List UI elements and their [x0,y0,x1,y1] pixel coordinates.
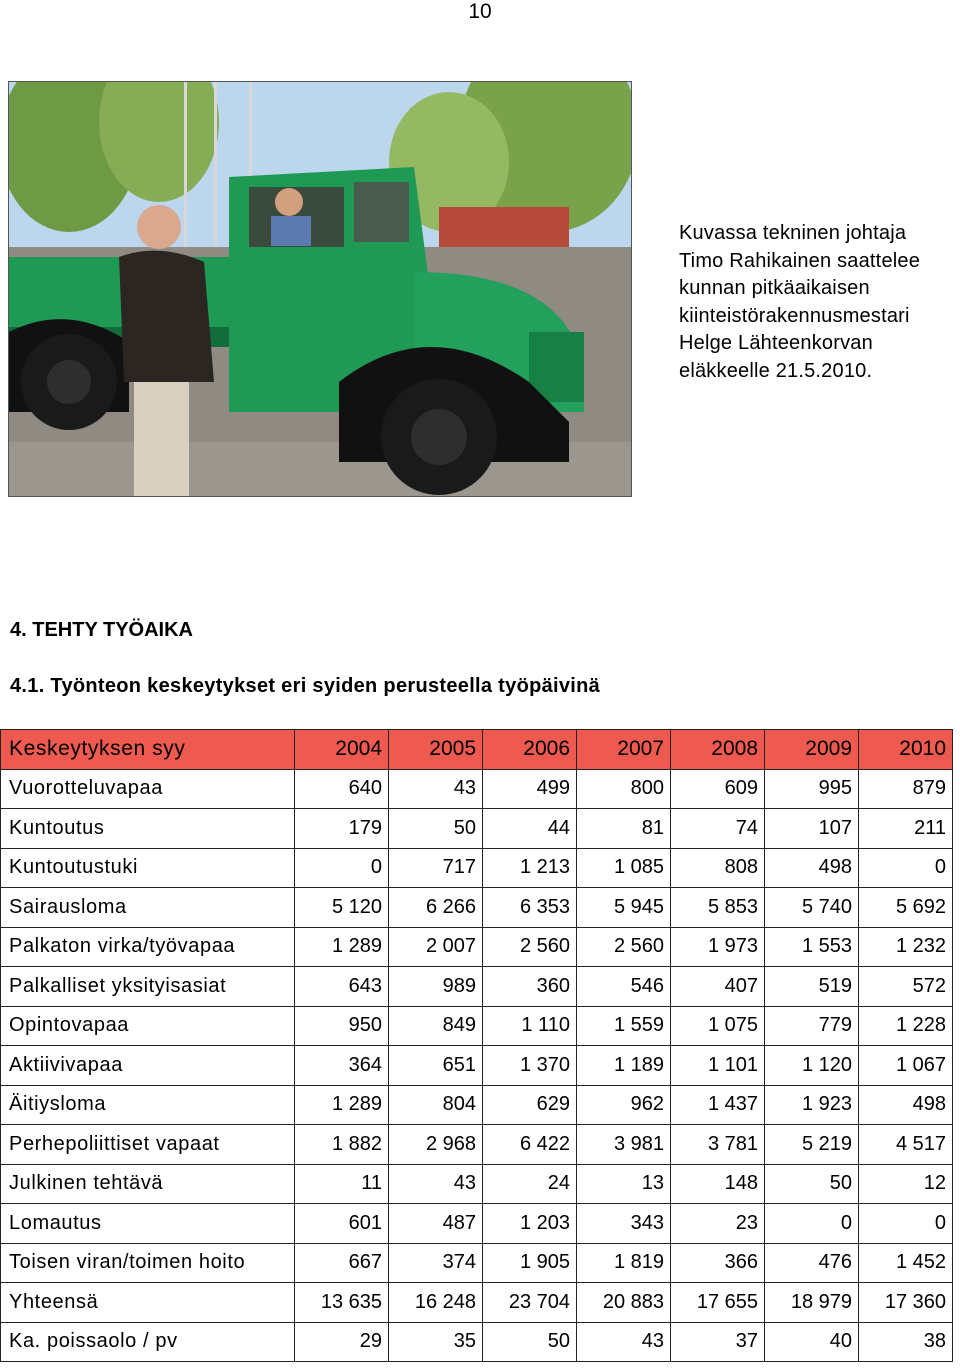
table-cell: 3 981 [577,1125,671,1165]
table-cell: 1 905 [483,1243,577,1283]
row-label: Opintovapaa [1,1006,295,1046]
table-cell: 1 075 [671,1006,765,1046]
table-cell: 1 289 [295,927,389,967]
row-label: Palkaton virka/työvapaa [1,927,295,967]
table-cell: 1 923 [765,1085,859,1125]
table-cell: 1 973 [671,927,765,967]
table-cell: 0 [295,848,389,888]
table-cell: 643 [295,967,389,1007]
table-cell: 43 [389,769,483,809]
row-label: Palkalliset yksityisasiat [1,967,295,1007]
table-cell: 5 120 [295,888,389,928]
column-header: 2008 [671,730,765,770]
table-cell: 5 853 [671,888,765,928]
table-cell: 546 [577,967,671,1007]
table-cell: 50 [483,1322,577,1362]
table-header-row [1,730,953,770]
table-cell: 11 [295,1164,389,1204]
table-cell: 1 203 [483,1204,577,1244]
table-cell: 5 219 [765,1125,859,1165]
table-cell: 1 370 [483,1046,577,1086]
table-cell: 24 [483,1164,577,1204]
table-cell: 804 [389,1085,483,1125]
table-cell: 43 [577,1322,671,1362]
table-cell: 995 [765,769,859,809]
caption-line: Timo Rahikainen saattelee [679,249,921,272]
table-cell: 40 [765,1322,859,1362]
table-cell: 1 213 [483,848,577,888]
caption-line: Kuvassa tekninen johtaja [679,222,907,244]
table-cell: 667 [295,1243,389,1283]
table-row [1,967,953,1007]
column-header: 2006 [483,730,577,770]
table-cell: 407 [671,967,765,1007]
row-label: Toisen viran/toimen hoito [1,1243,295,1283]
row-label: Äitiysloma [1,1085,295,1125]
table-cell: 23 704 [483,1283,577,1323]
table-row [1,1125,953,1165]
table-cell: 1 228 [859,1006,953,1046]
table-cell: 1 110 [483,1006,577,1046]
table-cell: 364 [295,1046,389,1086]
table-cell: 1 882 [295,1125,389,1165]
table-cell: 499 [483,769,577,809]
table-cell: 1 120 [765,1046,859,1086]
column-header: Keskeytyksen syy [1,730,295,770]
subsection-heading: 4.1. Työnteon keskeytykset eri syiden perusteella työpäivinä [10,675,601,697]
table-cell: 2 968 [389,1125,483,1165]
table-cell: 1 189 [577,1046,671,1086]
table-row [1,927,953,967]
table-cell: 950 [295,1006,389,1046]
row-label: Kuntoutustuki [1,848,295,888]
table-cell: 0 [859,1204,953,1244]
caption-line: Helge Lähteenkorvan [679,332,873,354]
table-cell: 487 [389,1204,483,1244]
table-cell: 5 740 [765,888,859,928]
table-row [1,1046,953,1086]
table-cell: 1 553 [765,927,859,967]
table-cell: 18 979 [765,1283,859,1323]
row-label: Sairausloma [1,888,295,928]
page-number: 10 [468,0,492,23]
table-cell: 572 [859,967,953,1007]
table-cell: 1 819 [577,1243,671,1283]
table-cell: 800 [577,769,671,809]
table-cell: 17 655 [671,1283,765,1323]
section-heading: 4. TEHTY TYÖAIKA [10,619,193,641]
table-cell: 1 289 [295,1085,389,1125]
table-row [1,1322,953,1362]
absence-table [0,729,953,1362]
table-cell: 38 [859,1322,953,1362]
table-cell: 498 [765,848,859,888]
row-label: Aktiivivapaa [1,1046,295,1086]
table-cell: 1 559 [577,1006,671,1046]
column-header: 2010 [859,730,953,770]
table-body [1,769,953,1362]
table-cell: 2 007 [389,927,483,967]
table-cell: 16 248 [389,1283,483,1323]
table-cell: 35 [389,1322,483,1362]
table-row [1,1085,953,1125]
table-cell: 779 [765,1006,859,1046]
column-header: 2007 [577,730,671,770]
table-cell: 1 452 [859,1243,953,1283]
table-cell: 5 692 [859,888,953,928]
table-row [1,1006,953,1046]
table-cell: 0 [765,1204,859,1244]
table-cell: 609 [671,769,765,809]
table-cell: 44 [483,809,577,849]
photo-caption [679,220,960,385]
table-cell: 360 [483,967,577,1007]
table-cell: 476 [765,1243,859,1283]
row-label: Vuorotteluvapaa [1,769,295,809]
table-cell: 43 [389,1164,483,1204]
table-cell: 29 [295,1322,389,1362]
table-cell: 989 [389,967,483,1007]
table-cell: 498 [859,1085,953,1125]
table-cell: 849 [389,1006,483,1046]
table-cell: 17 360 [859,1283,953,1323]
table-cell: 962 [577,1085,671,1125]
table-row [1,1164,953,1204]
table-cell: 23 [671,1204,765,1244]
table-cell: 13 635 [295,1283,389,1323]
table-cell: 629 [483,1085,577,1125]
table-cell: 601 [295,1204,389,1244]
table-cell: 366 [671,1243,765,1283]
table-cell: 879 [859,769,953,809]
table-cell: 519 [765,967,859,1007]
table-cell: 148 [671,1164,765,1204]
table-cell: 1 101 [671,1046,765,1086]
caption-line: kiinteistörakennusmestari [679,304,910,327]
row-label: Lomautus [1,1204,295,1244]
table-cell: 2 560 [577,927,671,967]
table-cell: 0 [859,848,953,888]
row-label: Ka. poissaolo / pv [1,1322,295,1362]
table-cell: 74 [671,809,765,849]
table-cell: 81 [577,809,671,849]
row-label: Julkinen tehtävä [1,1164,295,1204]
row-label: Perhepoliittiset vapaat [1,1125,295,1165]
table-cell: 640 [295,769,389,809]
table-cell: 1 085 [577,848,671,888]
table-cell: 1 232 [859,927,953,967]
table-cell: 1 437 [671,1085,765,1125]
table-cell: 179 [295,809,389,849]
table-cell: 107 [765,809,859,849]
table-cell: 808 [671,848,765,888]
photo-truck-icon [9,82,631,496]
table-cell: 651 [389,1046,483,1086]
table-row [1,888,953,928]
table-row [1,1283,953,1323]
caption-line: kunnan pitkäaikaisen [679,277,870,299]
table-cell: 50 [765,1164,859,1204]
column-header: 2004 [295,730,389,770]
truck-photo [8,81,632,497]
table-cell: 717 [389,848,483,888]
column-header: 2009 [765,730,859,770]
table-cell: 50 [389,809,483,849]
table-cell: 4 517 [859,1125,953,1165]
table-cell: 12 [859,1164,953,1204]
table-cell: 6 422 [483,1125,577,1165]
table-row [1,1204,953,1244]
table-row [1,848,953,888]
column-header: 2005 [389,730,483,770]
caption-line: eläkkeelle 21.5.2010. [679,359,873,382]
table-cell: 6 266 [389,888,483,928]
row-label: Kuntoutus [1,809,295,849]
table-cell: 211 [859,809,953,849]
table-cell: 6 353 [483,888,577,928]
table-cell: 20 883 [577,1283,671,1323]
table-row [1,809,953,849]
table-cell: 13 [577,1164,671,1204]
table-row [1,769,953,809]
table-cell: 3 781 [671,1125,765,1165]
row-label: Yhteensä [1,1283,295,1323]
table-cell: 374 [389,1243,483,1283]
table-cell: 5 945 [577,888,671,928]
table-cell: 37 [671,1322,765,1362]
table-cell: 2 560 [483,927,577,967]
table-row [1,1243,953,1283]
table-cell: 1 067 [859,1046,953,1086]
table-cell: 343 [577,1204,671,1244]
